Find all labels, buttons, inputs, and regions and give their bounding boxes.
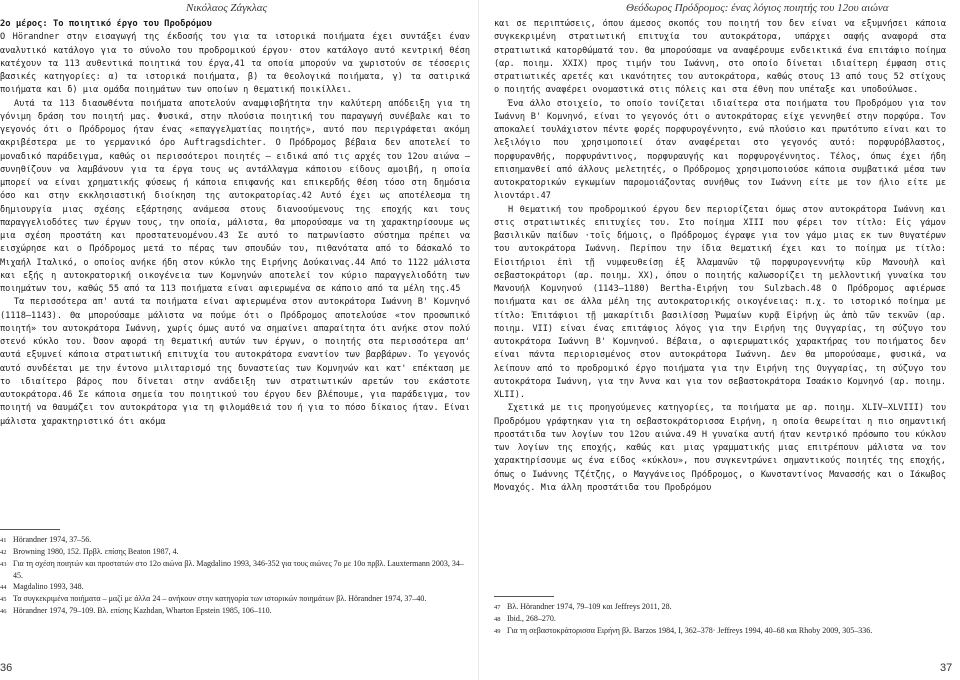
paragraph: Αυτά τα 113 διασωθέντα ποιήματα αποτελούν αναμφισβήτητα την καλύτερη απόδειξη για τη γόνιμη δράση του ποιητή μας. Φυσικά, στην πλούσια ποιητική του παραγωγή συνέβαλε και το γεγονός ότι ο Πρόδρομος ήταν ένας «επαγγελματίας ποιητής», αυτό που περιγράφεται ακόμη ακριβέστερα με το γερμανικό όρο Auftragsdichter. Ο Πρόδρομος βέβαια δεν αποτελεί το μοναδικό παράδειγμα, καθώς οι περισσότεροι ποιητές – ειδικά από τις αρχές του 12ου αιώνα – συνηθίζουν να λαμβάνουν για τα έργα τους ως αντάλλαγμα κάποιου είδους αμοιβή, η οποία μπορεί να είναι χρηματικής φύσεως ή κάποια επιφανής και επικερδής θέση τόσο στη δημόσια όσο και στην εκκλησιαστική διοίκηση της αυτοκρατορίας.42 Αυτό έχει ως αποτέλεσμα τη δημιουργία μιας σχέσης εξάρτησης ανάμεσα στους διανοούμενους της εποχής και τους παραγγελιοδότες των έργων τους, την οποία, μάλιστα, θα μπορούσαμε να τη χαρακτηρίσουμε ως μια σχέση προστάτη και προστατευομένου.43 Σε αυτό το πατρωνίαστο σύστημα πρέπει να εισχώρησε και ο Πρόδρομος μετά το πέρας των σπουδών του, πιθανότατα από το δάσκαλό το Μιχαήλ Ιταλικό, ο οποίος ανήκε ήδη στον κύκλο της Ειρήνης Δούκαινας.44 Από το 1122 μάλιστα και εξής η αυτοκρατορική οικογένεια των Κομνηνών αποτελεί τον κύριο παραγγελιοδότη των ποιημάτων του, καθώς 55 από τα 113 ποιήματα είναι αφιερωμένα σε κάποιο από τα μέλη της.45 [0,98,470,294]
right-page-body [494,18,946,493]
footnote-text: Τα συγκεκριμένα ποιήματα – μαζί με άλλα 24 – ανήκουν στην κατηγορία των ιστορικών ποιημάτων βλ. Hörandner 1974, 37–40. [13,594,427,604]
running-head-title: Θεόδωρος Πρόδρομος: ένας λόγιος ποιητής του 12ου αιώνα [626,2,889,14]
footnote [0,605,464,617]
paragraph: Ο Hörandner στην εισαγωγή της έκδοσής του για τα ιστορικά ποιήματα έχει συντάξει έναν αναλυτικό κατάλογο για το σύνολο του προδρομικού έργου· στον κατάλογο αυτό κεντρική θέση κατέχουν τα 113 αυθεντικά ποιητικά του έργα,41 τα οποία μπορούν να χωριστούν σε τέσσερις βασικές κατηγορίες: α) τα ιστορικά ποιήματα, β) τα θεολογικά ποιήματα, γ) τα σατιρικά ποιήματα και δ) μια ομάδα ποιημάτων των οποίων η θεματική ποικίλλει. [0,32,470,96]
footnote [0,534,464,546]
footnote-number: 46 [0,608,7,616]
left-page-body [0,18,470,526]
footnote-number: 44 [0,583,7,591]
paragraph: Ένα άλλο στοιχείο, το οποίο τονίζεται ιδιαίτερα στα ποιήματα του Προδρόμου για τον Ιωάννη Β' Κομνηνό, είναι το γεγονός ότι ο αυτοκράτορας είχε γεννηθεί στην πορφύρα. Τον αποκαλεί τουλάχιστον πέντε φορές πορφυρογέννητο, ενώ πλούσιο και πρωτότυπο είναι και το λεξιλόγιο που χρησιμοποιεί όταν αναφέρεται στο γεγονός αυτό: πορφυρόβλαστος, πορφυρανθής, πορφυράντινος, πορφυραυγής και πορφυρογέννητος. Τέλος, όπως έχει ήδη επισημανθεί από άλλους μελετητές, ο Πρόδρομος χρησιμοποιούσε κάποια συμβατικά μέσα των αυτοκρατορικών εγκωμίων παρομοιάζοντας συνήθως τον Ιωάννη είτε με τον ήλιο είτε με λιοντάρι.47 [494,98,946,202]
footnote-number: 48 [494,616,501,624]
footnote-number: 49 [494,628,501,636]
footnote-rule [494,596,554,597]
footnote [0,546,464,558]
footnote-number: 42 [0,549,7,557]
footnote [494,625,946,637]
footnote-number: 41 [0,537,7,544]
footnote-rule [0,529,60,530]
footnote [0,593,464,605]
footnote-text: Για τη σεβαστοκράτορισσα Ειρήνη βλ. Barzos 1984, I, 362–378· Jeffreys 1994, 40–68 και Rhoby 2009, 305–336. [507,626,873,636]
page-number: 37 [940,662,953,674]
footnote-number: 47 [494,604,501,611]
footnote-text: Browning 1980, 152. Πρβλ. επίσης Beaton 1987, 4. [13,547,179,557]
footnote-text: Hörandner 1974, 79–109. Βλ. επίσης Kazhdan, Wharton Epstein 1985, 106–110. [13,606,272,616]
paragraph: και σε περιπτώσεις, όπου άμεσος σκοπός του ποιητή του δεν είναι να εξυμνήσει κάποια συγκεκριμένη στρατιωτική επιτυχία του αυτοκράτορα, υπάρχει σαφής αναφορά στα στρατιωτικά κατορθώματά του. Θα μπορούσαμε να αναφέρουμε ενδεικτικά ένα επιτάφιο ποίημα (αρ. ποιημ. XXIX) προς τιμήν του Ιωάννη, στο οποίο δίνεται ιδιαίτερη έμφαση στις στρατιωτικές αρετές και ικανότητες του αυτοκράτορα, καθώς στους 13 από τους 52 στίχους ο ποιητής αναφέρει ονομαστικά στις πόλεις και στα έθνη που υπέταξε και υποδούλωσε. [494,19,946,96]
paragraph: Η θεματική του προδρομικού έργου δεν περιορίζεται όμως στον αυτοκράτορα Ιωάννη και στις στρατιωτικές επιτυχίες του. Στο ποίημα XIII που φέρει τον τίτλο: Εἰς γάμον βασιλικῶν παίδων ·τοῖς δήμοις, ο Πρόδρομος έγραψε για τον γάμο μιας εκ των θυγατέρων του αυτοκράτορα Ιωάννη. Περίπου την ίδια θεματική έχει και το ποίημα με τίτλο: Εἰσιτήριοι ἐπὶ τῇ νυμφευθείσῃ ἐξ Ἀλαμανῶν τῷ πορφυρογεννήτῳ κῦρ Μανουὴλ καὶ σεβαστοκράτορι (αρ. ποιημ. XX), όπου ο ποιητής καλωσορίζει τη μελλοντική γυναίκα του Μανουήλ Κομνηνού (1143–1180) Bertha-Ειρήνη του Sulzbach.48 Ο Πρόδρομος αφιέρωσε ποιήματα και σε άλλα μέλη της αυτοκρατορικής οικογένειας: π.χ. το ιστορικό ποίημα με τίτλο: Ἐπιτάφιοι τῇ μακαρίτιδι βασιλίσσῃ Ῥωμαίων κυρᾷ Εἰρήνῃ ὡς ἀπὸ τῶν τεκνῶν (αρ. ποιημ. VII) είναι ένας επιτάφιος λόγος για την Ειρήνη της Ουγγαρίας, τη σύζυγο του αυτοκράτορα Ιωάννη Β' Κομνηνού. Βέβαια, ο αφιερωματικός χαρακτήρας του ποιήματος δεν είναι πάντα περιορισμένος στον αυτοκράτορα Ιωάννη. Δεν θα μπορούσαμε, φυσικά, να λείπουν από το προδρομικό έργο ποιήματα για την Ειρήνη της Ουγγαρίας, τη σύζυγο του αυτοκράτορα Ιωάννη, για την Άννα και για τον σεβαστοκράτορα Ισαάκιο Κομνηνό (αρ. ποιημ. XLII). [494,204,946,400]
running-head-author: Νικόλαος Ζάγκλας [186,2,267,14]
footnote-text: Για τη σχέση ποιητών και προστατών στο 12ο αιώνα βλ. Magdalino 1993, 346-352 για τους αιώνες 7ο με 10ο πρβλ. Lauxtermann 2003, 34–45. [13,559,464,580]
footnotes [0,534,464,617]
footnote-number: 45 [0,596,7,604]
page-number: 36 [0,662,13,674]
footnote [0,581,464,593]
footnote-text: Magdalino 1993, 348. [13,581,84,591]
paragraph: Τα περισσότερα απ' αυτά τα ποιήματα είναι αφιερωμένα στον αυτοκράτορα Ιωάννη Β' Κομνηνό (1118–1143). Θα μπορούσαμε μάλιστα να πούμε ότι ο Πρόδρομος αποτελούσε «τον προσωπικό ποιητή» του αυτοκράτορα Ιωάννη, χωρίς όμως αυτό να σημαίνει απαραίτητα ότι ανήκε στον πολύ στενό κύκλο του. Όσον αφορά τη θεματική αυτών των έργων, ο ποιητής στα περισσότερα απ' αυτά εξυμνεί κάποια στρατιωτική επιτυχία του αυτοκράτορα εναντίον των βαρβάρων. Το γεγονός αυτό συνδέεται με την έντονο μιλιταρισμό της δυναστείας των Κομνηνών και κατ' επέκταση με το ιδιαίτερο βάρος που δίνεται στην ανάδειξη των στρατιωτικών αρετών του εκάστοτε αυτοκράτορα.46 Σε κάποια σημεία του ποιητικού του έργου δεν βλέπουμε, για παράδειγμα, τον ποιητή να θαυμάζει τον αυτοκράτορα για τη φιλομάθειά του ή για το πόσο δίκαιος ήταν. Είναι μάλιστα χαρακτηριστικό ότι ακόμα [0,297,470,427]
footnote-text: Ibid., 268–270. [507,614,556,624]
footnote-text: Βλ. Hörandner 1974, 79–109 και Jeffreys 2011, 28. [507,602,672,611]
footnote-text: Hörandner 1974, 37–56. [13,535,92,544]
footnote-number: 43 [0,561,7,569]
footnotes [494,601,946,638]
footnote [494,613,946,625]
paragraph: Σχετικά με τις προηγούμενες κατηγορίες, τα ποιήματα με αρ. ποιημ. XLIV–XLVIII) του Προδρόμου γράφτηκαν για τη σεβαστοκράτορισσα Ειρήνη, η οποία θεωρείται η πιο σημαντική προστάτιδα των λογίων του 12ου αιώνα.49 Η γυναίκα αυτή ήταν κεντρικό πρόσωπο του κύκλου των λογίων της εποχής, καθώς και μιας γραμματικής μιας επιτρέπουν μάλιστα να τον χαρακτηρίσουμε ως ένα είδος «κύκλου», που συγκεντρώνει σημαντικούς ποιητές της εποχής, όπως ο Ιωάννης Τζέτζης, ο Μαγγάνειος Πρόδρομος, ο Κωνσταντίνος Μανασσής και ο Ιάκωβος Μοναχός. Μια άλλη προστάτιδα του Προδρόμου [494,403,946,493]
footnote [0,558,464,580]
footnote [494,601,946,613]
part-heading: 2ο μέρος: Το ποιητικό έργο του Προδρόμου [0,19,212,29]
